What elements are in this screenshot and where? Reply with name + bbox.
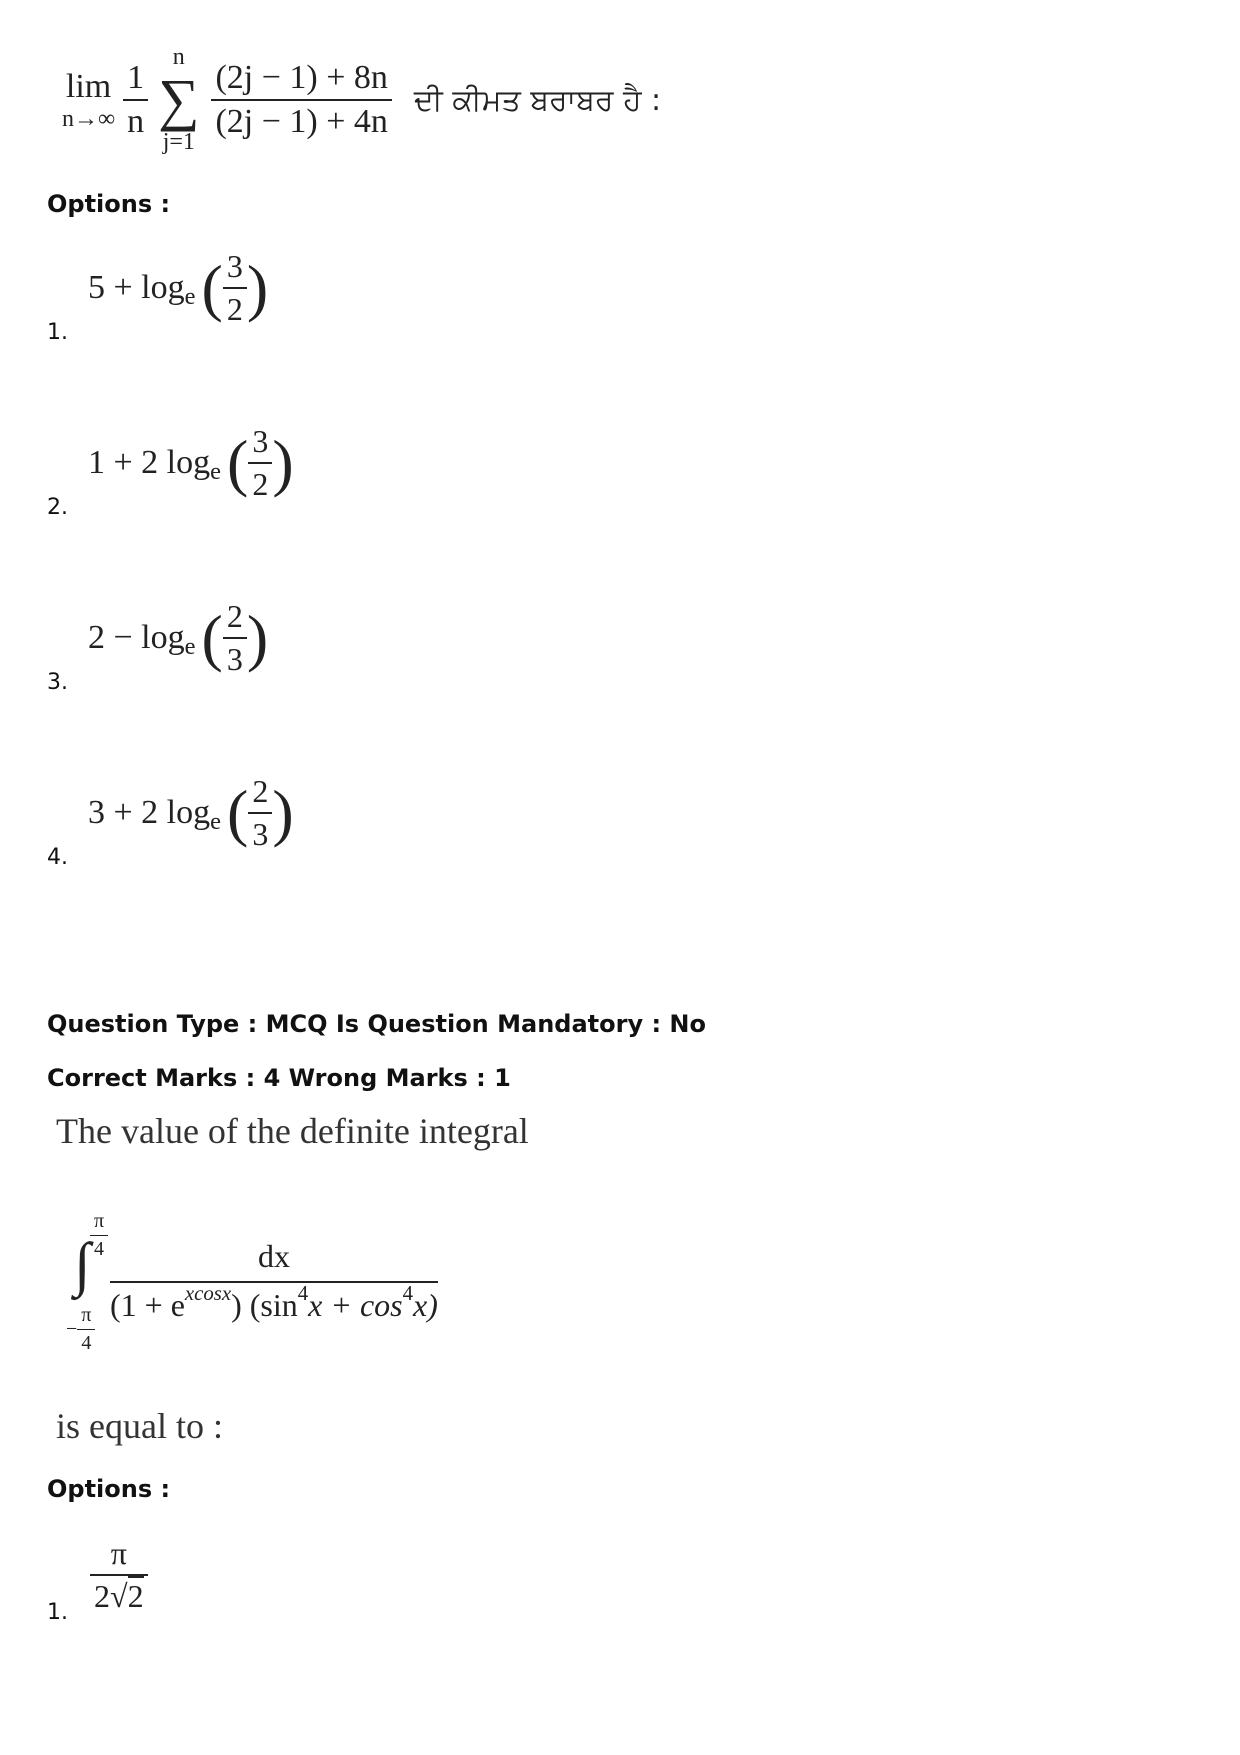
sigma-symbol: ∑ xyxy=(158,67,200,132)
q1-option-1[interactable]: 5 + log e ( $\frac{3}{2}$ ) xyxy=(88,248,269,327)
punjabi-text: ਦੀ ਕੀਮਤ ਬਰਾਬਰ ਹੈ : xyxy=(413,82,662,118)
summand-denominator: (2j − 1) + 4n xyxy=(211,99,391,141)
options-label-2: Options : xyxy=(47,1475,171,1503)
q1-option-4[interactable]: 3 + 2 log e ( $\frac{2}{3}$ ) xyxy=(88,773,294,852)
limit-operator xyxy=(62,68,115,133)
summand-fraction xyxy=(211,59,391,141)
q1-option-3[interactable]: 2 − log e ( $\frac{2}{3}$ ) xyxy=(88,598,269,677)
option-number: 4. xyxy=(47,845,68,870)
lim-label: lim xyxy=(65,67,112,105)
q2-outro: is equal to : xyxy=(56,1406,223,1446)
sum-upper-limit: n xyxy=(172,44,185,70)
q2-intro: The value of the definite integral xyxy=(56,1111,529,1151)
q1-option-2[interactable]: 1 + 2 log e ( $\frac{3}{2}$ ) xyxy=(88,423,294,502)
q1-expression xyxy=(62,40,661,160)
option-number: 3. xyxy=(47,670,68,695)
lower-limit: − $\frac{\pi}{4}$ xyxy=(66,1304,95,1355)
sum-lower-limit: j=1 xyxy=(162,129,195,155)
summation xyxy=(158,44,199,156)
marks-info: Correct Marks : 4 Wrong Marks : 1 xyxy=(47,1064,511,1092)
integral-symbol: ∫ xyxy=(74,1231,91,1297)
one-over-n: $\frac{1}{n}$ xyxy=(123,59,148,141)
options-label-1: Options : xyxy=(47,190,171,218)
integrand-denominator: $(1 + e^{xcosx})$ $(\sin^4x + \cos^4x)$ xyxy=(110,1282,438,1323)
integrand-numerator: dx xyxy=(257,1238,290,1274)
definite-integral xyxy=(60,1210,560,1360)
lim-subscript: n→∞ xyxy=(62,105,116,132)
upper-limit: $\frac{\pi}{4}$ xyxy=(90,1210,108,1261)
q2-option-1[interactable]: $\frac{\pi}{2√2}$ xyxy=(90,1535,148,1615)
integrand xyxy=(110,1238,438,1324)
option-number: 2. xyxy=(47,495,68,520)
question-type: Question Type : MCQ Is Question Mandatory : No xyxy=(47,1010,706,1038)
option-number: 1. xyxy=(47,320,68,345)
summand-numerator: (2j − 1) + 8n xyxy=(215,59,388,96)
option-number: 1. xyxy=(47,1600,68,1625)
